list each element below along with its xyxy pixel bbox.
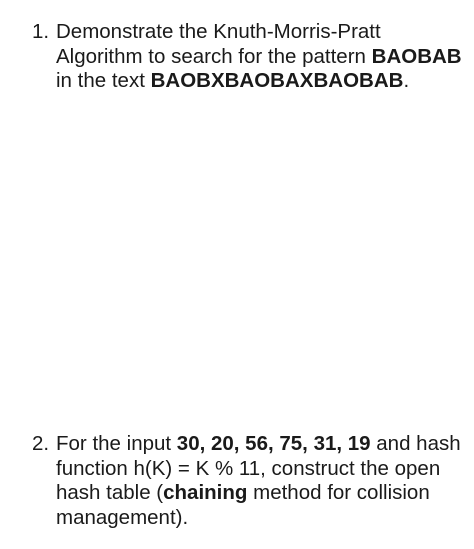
question-2-line-3-end: method for collision [247,481,430,504]
chaining-term: chaining [163,481,248,504]
question-1-line-2-text: Algorithm to search for the pattern [56,44,372,68]
question-1-line-1-text: Demonstrate the Knuth-Morris-Pratt [56,20,381,43]
search-text: BAOBXBAOBAXBAOBAB [150,69,404,92]
question-2-line-4 [56,506,472,531]
question-2-line-2 [56,457,472,482]
input-values: 30, 20, 56, 75, 31, 19 [176,432,371,455]
question-1-line-1 [56,20,472,45]
question-2-line-1 [56,432,472,457]
question-2 [32,432,472,530]
pattern-text: BAOBAB [371,44,462,68]
question-1-line-2 [56,45,472,70]
question-1-line-3 [56,69,472,94]
question-2-line-2-text: function h(K) = K % 11, construct the open [56,456,441,480]
question-1-line-3-period: . [403,69,410,92]
question-2-line-3-text: hash table ( [56,481,164,504]
question-1 [32,20,472,94]
question-2-line-4-text: management). [56,505,189,529]
question-1-number: 1. [32,20,50,43]
question-2-line-1-text: For the input [56,432,177,455]
question-2-line-3 [56,481,472,506]
question-1-line-3-text: in the text [56,69,151,92]
question-2-text [56,432,472,530]
question-2-number: 2. [32,432,50,455]
question-2-line-1-end: and hash [370,432,461,455]
question-1-text [56,20,472,94]
